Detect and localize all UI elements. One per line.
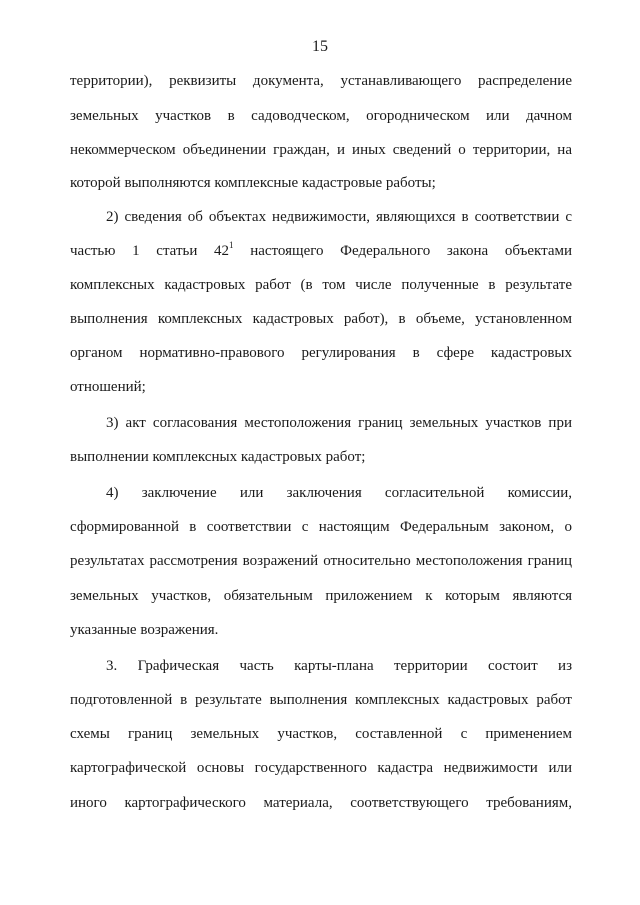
text-line: 3) акт согласования местоположения границ земельных участков при (106, 415, 572, 431)
text-line: отношений; (70, 379, 146, 395)
text-line: картографической основы государственного кадастра недвижимости или (70, 760, 572, 776)
text-line: органом нормативно-правового регулирования в сфере кадастровых (70, 345, 572, 361)
text-line (70, 240, 572, 262)
superscript: 1 (229, 240, 234, 250)
text-line: сформированной в соответствии с настоящим Федеральным законом, о (70, 519, 572, 535)
text-line: 2) сведения об объектах недвижимости, являющихся в соответствии с (106, 209, 572, 225)
text-fragment: частью 1 статьи 42 (70, 243, 230, 259)
text-line: 3. Графическая часть карты-плана территории состоит из (106, 658, 572, 674)
text-line: земельных участков, обязательным приложением к которым являются (70, 588, 572, 604)
text-line: выполнении комплексных кадастровых работ; (70, 449, 366, 465)
text-fragment: настоящего Федерального закона объектами (233, 243, 572, 259)
text-line: указанные возражения. (70, 622, 219, 638)
text-line: которой выполняются комплексные кадастровые работы; (70, 175, 436, 191)
page-number: 15 (312, 38, 328, 55)
text-line: результатах рассмотрения возражений относительно местоположения границ (70, 553, 572, 569)
text-line: 4) заключение или заключения согласительной комиссии, (106, 485, 572, 501)
text-line: подготовленной в результате выполнения комплексных кадастровых работ (70, 692, 572, 708)
text-line: земельных участков в садоводческом, огородническом или дачном (70, 108, 572, 124)
text-line: территории), реквизиты документа, устанавливающего распределение (70, 73, 572, 89)
text-line: выполнения комплексных кадастровых работ), в объеме, установленном (70, 311, 572, 327)
text-line: иного картографического материала, соответствующего требованиям, (70, 795, 572, 811)
text-line: схемы границ земельных участков, составленной с применением (70, 726, 572, 742)
text-line: комплексных кадастровых работ (в том числе полученные в результате (70, 277, 572, 293)
text-line: некоммерческом объединении граждан, и иных сведений о территории, на (70, 142, 572, 158)
